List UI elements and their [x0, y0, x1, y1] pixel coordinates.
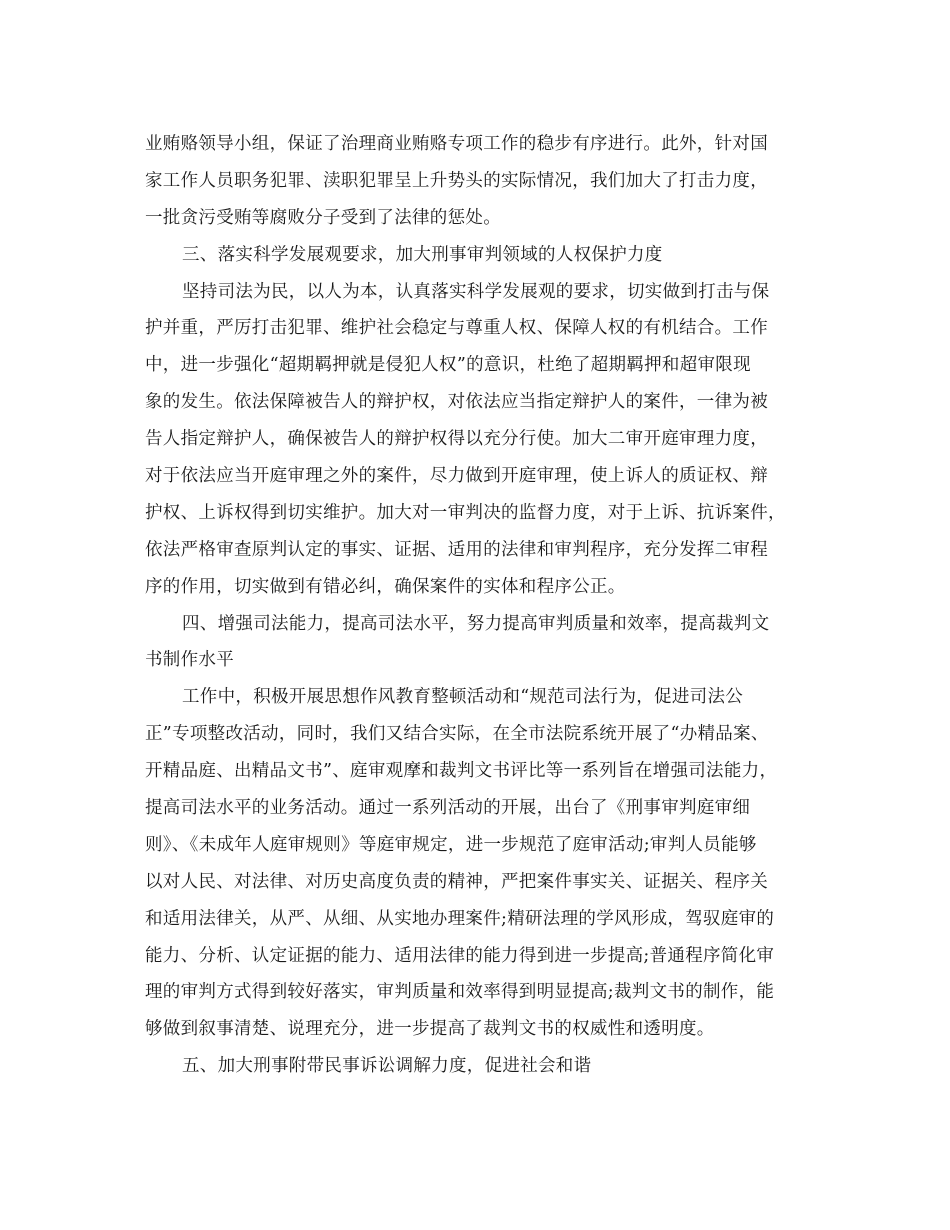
- text-line: 一批贪污受贿等腐败分子受到了法律的惩处。: [145, 207, 501, 228]
- text-line: 坚持司法为民，以人为本，认真落实科学发展观的要求，切实做到打击与保: [182, 281, 770, 302]
- text-line: 序的作用，切实做到有错必纠，确保案件的实体和程序公正。: [145, 576, 626, 597]
- text-line: 对于依法应当开庭审理之外的案件，尽力做到开庭审理，使上诉人的质证权、辩: [145, 466, 768, 487]
- text-line: 中，进一步强化“超期羁押就是侵犯人权”的意识，杜绝了超期羁押和超审限现: [145, 355, 751, 376]
- text-line: 护并重，严厉打击犯罪、维护社会稳定与尊重人权、保障人权的有机结合。工作: [145, 318, 768, 339]
- text-line: 和适用法律关，从严、从细、从实地办理案件;精研法理的学风形成，驾驭庭审的: [145, 908, 775, 929]
- text-line: 正”专项整改活动，同时，我们又结合实际，在全市法院系统开展了“办精品案、: [145, 724, 769, 745]
- text-line: 理的审判方式得到较好落实，审判质量和效率得到明显提高;裁判文书的制作，能: [145, 982, 775, 1003]
- text-line: 四、增强司法能力，提高司法水平，努力提高审判质量和效率，提高裁判文: [182, 613, 770, 634]
- text-line: 依法严格审查原判认定的事实、证据、适用的法律和审判程序，充分发挥二审程: [145, 539, 768, 560]
- text-line: 工作中，积极开展思想作风教育整顿活动和“规范司法行为，促进司法公: [182, 687, 744, 708]
- text-line: 够做到叙事清楚、说理充分，进一步提高了裁判文书的权威性和透明度。: [145, 1019, 715, 1040]
- text-line: 能力、分析、认定证据的能力、适用法律的能力得到进一步提高;普通程序简化审: [145, 945, 775, 966]
- text-line: 提高司法水平的业务活动。通过一系列活动的开展，出台了《刑事审判庭审细: [145, 798, 751, 819]
- document-body: [145, 126, 815, 1085]
- text-line: 业贿赂领导小组，保证了治理商业贿赂专项工作的稳步有序进行。此外，针对国: [145, 134, 768, 154]
- text-line: 书制作水平: [145, 650, 234, 671]
- text-line: 则》、《未成年人庭审规则》等庭审规定，进一步规范了庭审活动;审判人员能够: [145, 834, 757, 855]
- text-line: 家工作人员职务犯罪、渎职犯罪呈上升势头的实际情况，我们加大了打击力度，: [145, 170, 768, 191]
- text-line: 象的发生。依法保障被告人的辩护权，对依法应当指定辩护人的案件，一律为被: [145, 392, 768, 413]
- text-line: 五、加大刑事附带民事诉讼调解力度，促进社会和谐: [182, 1056, 592, 1077]
- text-line: 护权、上诉权得到切实维护。加大对一审判决的监督力度，对于上诉、抗诉案件，: [145, 502, 786, 523]
- text-line: 告人指定辩护人，确保被告人的辩护权得以充分行使。加大二审开庭审理力度，: [145, 429, 768, 450]
- text-line: 开精品庭、出精品文书”、庭审观摩和裁判文书评比等一系列旨在增强司法能力，: [145, 761, 778, 782]
- text-line: 以对人民、对法律、对历史高度负责的精神，严把案件事实关、证据关、程序关: [145, 871, 768, 892]
- text-line: 三、落实科学发展观要求，加大刑事审判领域的人权保护力度: [182, 244, 663, 265]
